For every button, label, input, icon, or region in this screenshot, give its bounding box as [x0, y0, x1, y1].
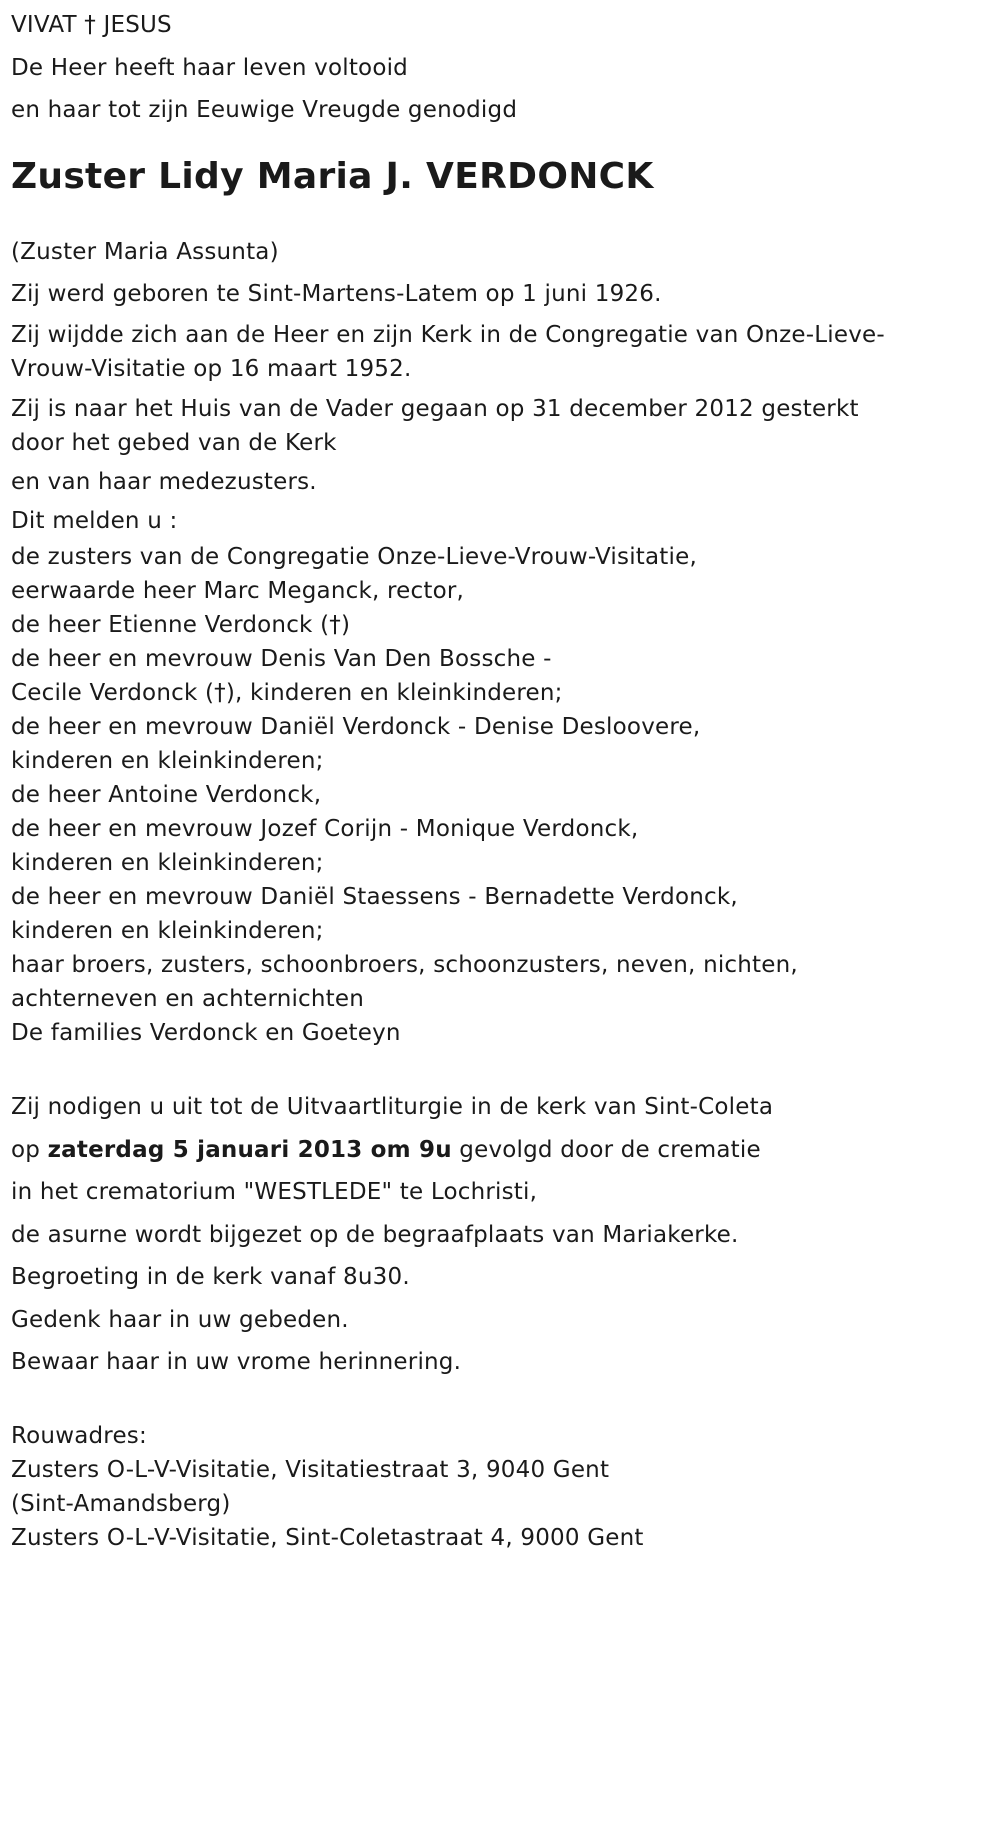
announcer-line: kinderen en kleinkinderen; — [11, 918, 324, 944]
death-line-1: Zij is naar het Huis van de Vader gegaan op 31 december 2012 gesterkt — [11, 395, 859, 422]
address-line-2: (Sint-Amandsberg) — [11, 1490, 231, 1517]
funeral-greeting: Begroeting in de kerk vanaf 8u30. — [11, 1264, 410, 1290]
funeral-invite: Zij nodigen u uit tot de Uitvaartliturgie in de kerk van Sint-Coleta — [11, 1094, 774, 1120]
announcer-line: kinderen en kleinkinderen; — [11, 850, 324, 876]
funeral-date-line — [11, 1131, 1000, 1171]
religious-name: (Zuster Maria Assunta) — [11, 238, 279, 265]
spacer — [11, 1383, 1000, 1419]
announcer-line: de heer en mevrouw Daniël Verdonck - Denise Desloovere, — [11, 714, 701, 740]
funeral-remember: Gedenk haar in uw gebeden. — [11, 1306, 349, 1333]
address-line-3: Zusters O-L-V-Visitatie, Sint-Coletastraat 4, 9000 Gent — [11, 1524, 644, 1551]
funeral-crematorium: in het crematorium "WESTLEDE" te Lochristi, — [11, 1179, 538, 1205]
death-line-3: en van haar medezusters. — [11, 468, 317, 495]
death-paragraph — [11, 392, 1000, 460]
funeral-block — [11, 1088, 1000, 1383]
announcer-line: haar broers, zusters, schoonbroers, schoonzusters, neven, nichten, — [11, 952, 798, 978]
vows-paragraph — [11, 318, 1000, 386]
announcer-line: de heer Antoine Verdonck, — [11, 782, 322, 808]
announcer-line: De families Verdonck en Goeteyn — [11, 1020, 401, 1046]
funeral-date-bold: zaterdag 5 januari 2013 om 9u — [47, 1136, 452, 1163]
address-block — [11, 1419, 1000, 1555]
address-line-1: Zusters O-L-V-Visitatie, Visitatiestraat 3, 9040 Gent — [11, 1456, 610, 1483]
address-label: Rouwadres: — [11, 1422, 147, 1449]
header-line-2: De Heer heeft haar leven voltooid — [11, 54, 408, 81]
announcer-line: de heer en mevrouw Daniël Staessens - Bernadette Verdonck, — [11, 884, 738, 910]
birth-line: Zij werd geboren te Sint-Martens-Latem op 1 juni 1926. — [11, 281, 662, 307]
announcer-line: achterneven en achternichten — [11, 986, 365, 1012]
announcer-line: de heer en mevrouw Denis Van Den Bossche - — [11, 646, 552, 672]
announcer-line: kinderen en kleinkinderen; — [11, 748, 324, 774]
header-line-3: en haar tot zijn Eeuwige Vreugde genodigd — [11, 97, 518, 123]
death-line-2: door het gebed van de Kerk — [11, 429, 337, 456]
funeral-date-prefix: op — [11, 1136, 48, 1163]
vows-line-2: Vrouw-Visitatie op 16 maart 1952. — [11, 355, 412, 382]
vows-line-1: Zij wijdde zich aan de Heer en zijn Kerk in de Congregatie van Onze-Lieve- — [11, 321, 885, 348]
funeral-burial: de asurne wordt bijgezet op de begraafplaats van Mariakerke. — [11, 1221, 739, 1248]
announcer-line: Cecile Verdonck (†), kinderen en kleinkinderen; — [11, 680, 563, 706]
announcer-line: eerwaarde heer Marc Meganck, rector, — [11, 578, 465, 604]
header-vivat: VIVAT † JESUS — [11, 12, 172, 38]
funeral-date-suffix: gevolgd door de crematie — [451, 1136, 761, 1163]
spacer — [11, 1050, 1000, 1088]
deceased-name-title: Zuster Lidy Maria J. VERDONCK — [11, 155, 654, 197]
funeral-keep: Bewaar haar in uw vrome herinnering. — [11, 1349, 462, 1375]
announcer-line: de zusters van de Congregatie Onze-Lieve-Vrouw-Visitatie, — [11, 544, 697, 570]
announcer-line: de heer en mevrouw Jozef Corijn - Monique Verdonck, — [11, 816, 639, 842]
announcers-block — [11, 502, 1000, 1050]
announcer-line: de heer Etienne Verdonck (†) — [11, 612, 351, 638]
bio-block — [11, 233, 1000, 503]
announcers-intro: Dit melden u : — [11, 508, 178, 534]
header-block — [11, 6, 1000, 131]
